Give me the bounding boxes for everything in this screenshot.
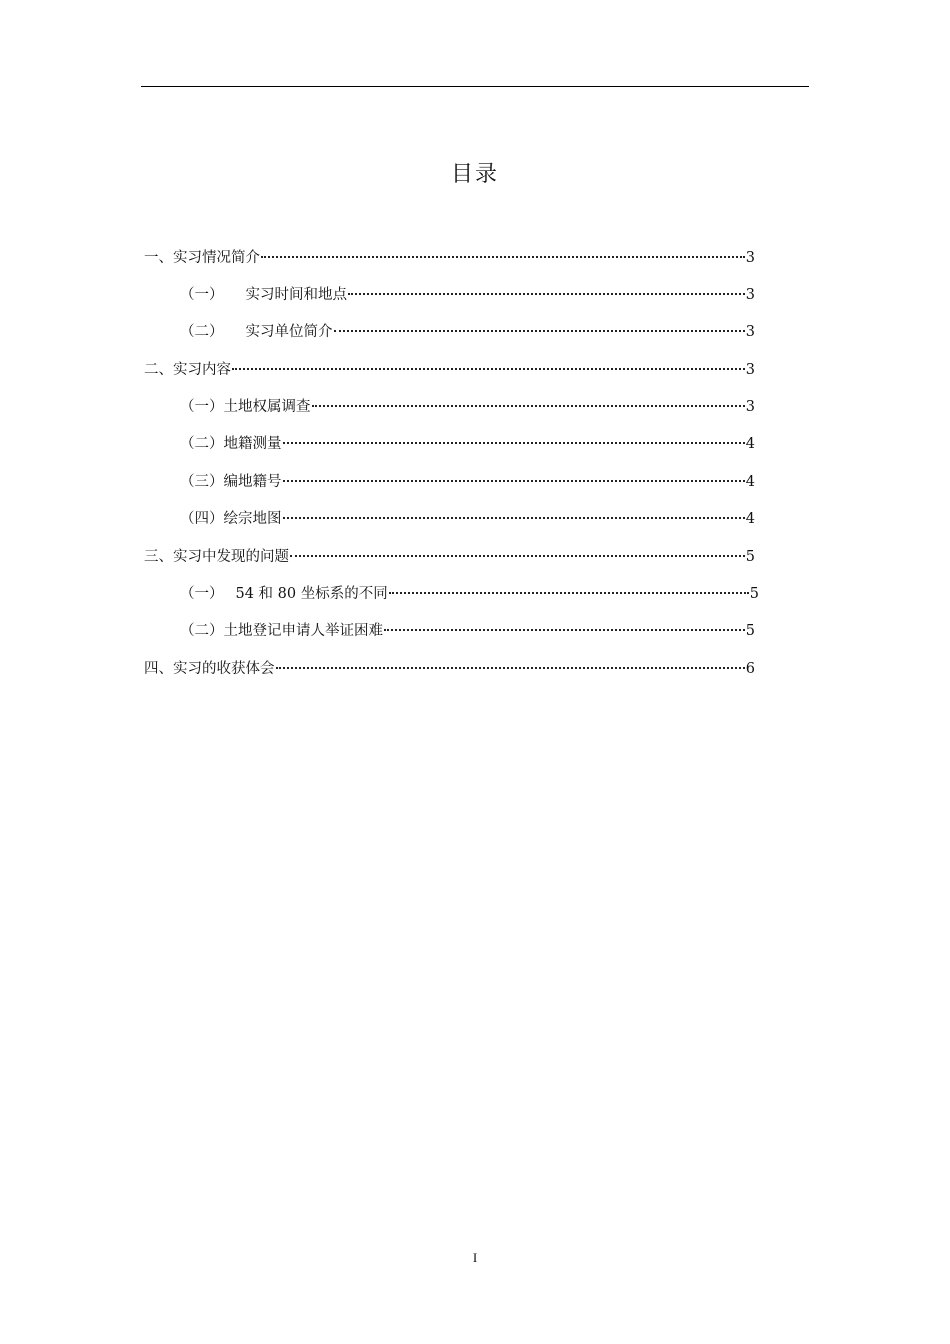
toc-entry-label: 土地登记申请人举证困难 <box>223 623 383 639</box>
toc-entry-label: 编地籍号 <box>223 474 282 490</box>
toc-entry-label: 实习内容 <box>173 362 231 378</box>
toc-entry-label: 实习时间和地点 <box>245 287 347 303</box>
toc-dot-leader <box>283 480 745 482</box>
header-rule <box>141 86 809 87</box>
toc-dot-leader <box>334 330 745 332</box>
toc-entry-page: 3 <box>745 250 755 266</box>
toc-entry-2-4[interactable] <box>180 507 755 531</box>
toc-entry-page: 3 <box>745 324 755 340</box>
toc-title: 目录 <box>450 162 499 187</box>
toc-entry-number: （二） <box>180 623 224 639</box>
toc-entry-page: 4 <box>745 511 755 527</box>
toc-entry-number: （一） <box>180 399 224 415</box>
toc-entry-3-1[interactable] <box>180 582 759 606</box>
toc-entry-number: 四、 <box>144 661 173 677</box>
toc-entry-1[interactable] <box>144 246 755 270</box>
toc-entry-label: 实习单位简介 <box>245 324 333 340</box>
toc-entry-label: 绘宗地图 <box>223 511 282 527</box>
toc-entry-label: 54 和 80 坐标系的不同 <box>235 586 388 602</box>
toc-entry-page: 5 <box>749 586 759 602</box>
toc-entry-page: 4 <box>745 436 755 452</box>
page-number: I <box>472 1250 478 1265</box>
toc-dot-leader <box>232 368 745 370</box>
toc-dot-leader <box>261 256 745 258</box>
toc-entry-page: 3 <box>745 362 755 378</box>
toc-dot-leader <box>312 405 745 407</box>
toc-entry-2-2[interactable] <box>180 432 755 456</box>
toc-entry-number: （四） <box>180 511 224 527</box>
toc-entry-page: 4 <box>745 474 755 490</box>
toc-entry-number: 三、 <box>144 549 173 565</box>
toc-entry-page: 5 <box>745 623 755 639</box>
toc-entry-2-1[interactable] <box>180 395 755 419</box>
toc-dot-leader <box>283 517 745 519</box>
toc-entry-page: 5 <box>745 549 755 565</box>
toc-dot-leader <box>290 555 745 557</box>
toc-entry-label: 实习中发现的问题 <box>173 549 289 565</box>
toc-dot-leader <box>389 592 749 594</box>
toc-entry-number: （三） <box>180 474 224 490</box>
toc-entry-1-1[interactable] <box>180 283 755 307</box>
toc-dot-leader <box>276 667 745 669</box>
toc-dot-leader <box>348 293 745 295</box>
toc-dot-leader <box>384 629 745 631</box>
toc-entry-label: 实习的收获体会 <box>173 661 275 677</box>
toc-dot-leader <box>283 442 745 444</box>
toc-entry-3[interactable] <box>144 545 755 569</box>
toc-entry-number: 二、 <box>144 362 173 378</box>
toc-entry-number: （一） <box>180 287 224 303</box>
toc-entry-2-3[interactable] <box>180 470 755 494</box>
toc-entry-label: 地籍测量 <box>223 436 282 452</box>
toc-entry-label: 实习情况简介 <box>173 250 260 266</box>
toc-entry-2[interactable] <box>144 358 755 382</box>
toc-entry-number: （二） <box>180 436 224 452</box>
toc-entry-page: 3 <box>745 399 755 415</box>
toc-entry-page: 6 <box>745 661 755 677</box>
toc-entry-page: 3 <box>745 287 755 303</box>
toc-entry-number: 一、 <box>144 250 173 266</box>
toc-entry-label: 土地权属调查 <box>223 399 311 415</box>
toc-entry-number: （一） <box>180 586 224 602</box>
toc-entry-3-2[interactable] <box>180 619 755 643</box>
toc-entry-number: （二） <box>180 324 224 340</box>
toc-entry-4[interactable] <box>144 657 755 681</box>
toc-entry-1-2[interactable] <box>180 320 755 344</box>
